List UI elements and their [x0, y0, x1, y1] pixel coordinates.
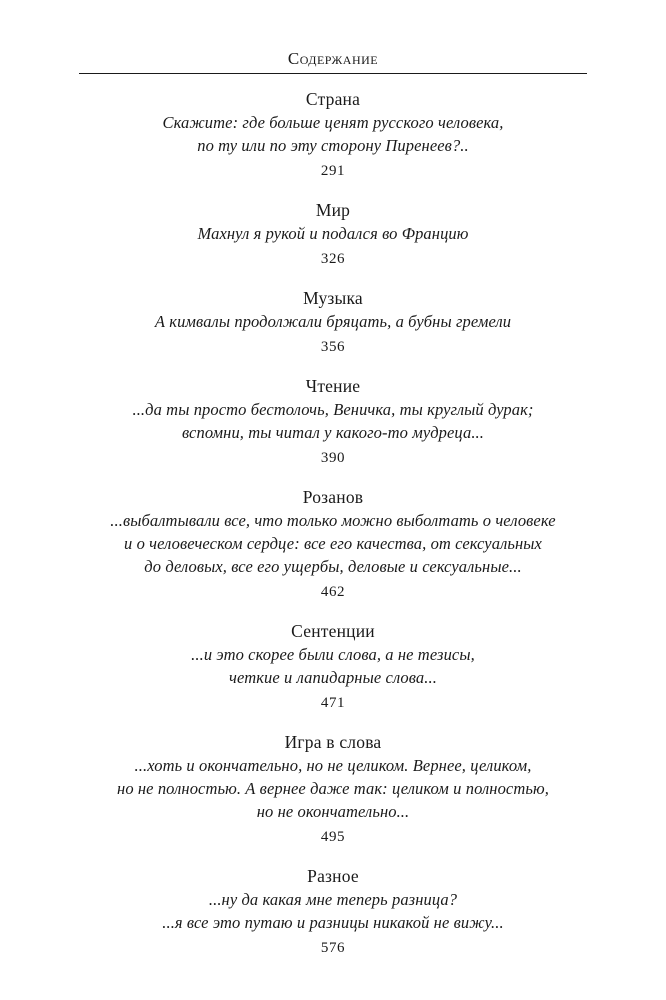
toc-entry-epigraph-line: ...и это скорее были слова, а не тезисы, [191, 645, 475, 664]
toc-entry-epigraph-line: ...ну да какая мне теперь разница? [208, 890, 458, 909]
toc-entry-page-number: 471 [320, 695, 346, 711]
toc-entry-page-number: 390 [320, 450, 346, 466]
toc-entry-epigraph-line: но не полностью. А вернее даже так: целиком и полностью, [117, 779, 549, 798]
toc-entry [0, 865, 666, 960]
toc-entry-epigraph-line: по ту или по эту сторону Пиренеев?.. [197, 136, 469, 155]
toc-entry-epigraph-line: ...да ты просто бестолочь, Веничка, ты круглый дурак; [132, 400, 534, 419]
toc-entry-epigraph-line: ...я все это путаю и разницы никакой не вижу... [162, 913, 504, 932]
toc-entry-epigraph-line: А кимвалы продолжали бряцать, а бубны гремели [154, 312, 512, 331]
toc-entry [0, 486, 666, 604]
toc-entry-title: Чтение [305, 376, 361, 396]
toc-entry-epigraph-line: Махнул я рукой и подался во Францию [197, 224, 469, 243]
running-head: Содержание [287, 49, 379, 68]
toc-entry [0, 375, 666, 470]
toc-entry-epigraph-line: до деловых, все его ущербы, деловые и сексуальные... [144, 557, 522, 576]
toc-entry [0, 287, 666, 359]
toc-entry-epigraph-line: ...хоть и окончательно, но не целиком. Вернее, целиком, [134, 756, 532, 775]
toc-entry-title: Розанов [302, 487, 364, 507]
toc-entry-epigraph-line: четкие и лапидарные слова... [229, 668, 437, 687]
toc-entry-page-number: 291 [320, 163, 346, 179]
toc-entry-epigraph-line: Скажите: где больше ценят русского человека, [162, 113, 504, 132]
toc-entry-page-number: 356 [320, 339, 346, 355]
toc-entry [0, 199, 666, 271]
toc-entry-title: Сентенции [291, 621, 375, 641]
toc-entry-page-number: 326 [320, 251, 346, 267]
toc-entry-title: Страна [305, 89, 361, 109]
toc-entry-page-number: 495 [320, 829, 346, 845]
toc-entry-title: Музыка [303, 288, 363, 308]
toc-entry-title: Игра в слова [284, 732, 382, 752]
toc-entry-epigraph-line: ...выбалтывали все, что только можно выболтать о человеке [110, 511, 556, 530]
toc-entry [0, 620, 666, 715]
toc-entry-page-number: 462 [320, 584, 346, 600]
toc-entry-epigraph-line: вспомни, ты читал у какого-то мудреца... [182, 423, 484, 442]
toc-entry-epigraph-line: но не окончательно... [256, 802, 410, 821]
table-of-contents [0, 88, 666, 976]
toc-entry-page-number: 576 [320, 940, 346, 956]
toc-entry-title: Мир [315, 200, 351, 220]
toc-entry-title: Разное [307, 866, 359, 886]
toc-entry-epigraph-line: и о человеческом сердце: все его качества, от сексуальных [124, 534, 542, 553]
header-rule [79, 73, 587, 74]
toc-entry [0, 731, 666, 849]
toc-entry [0, 88, 666, 183]
